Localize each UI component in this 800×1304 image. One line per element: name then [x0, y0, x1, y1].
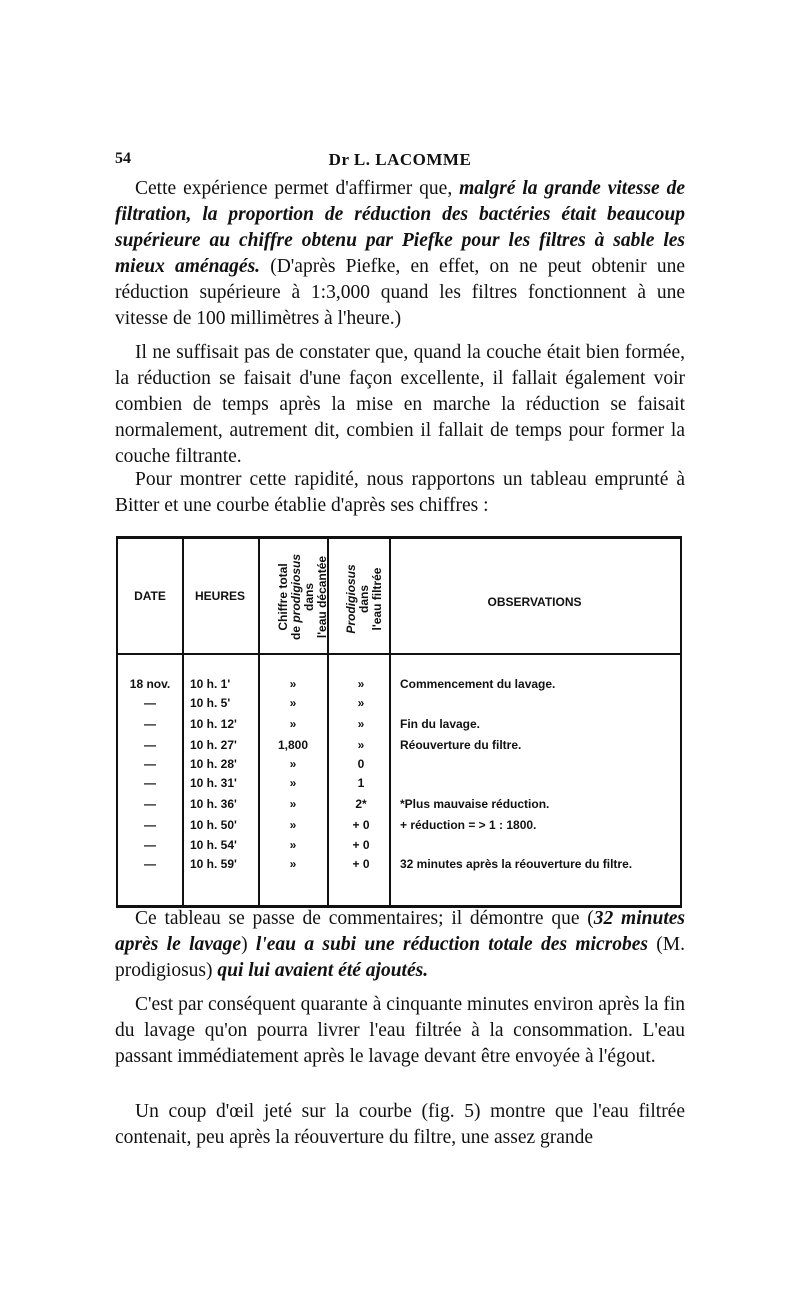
cell-total-decanted: » [289, 776, 297, 790]
p1-text-a: Cette expérience permet d'affirmer que, [135, 178, 460, 199]
paragraph-4 [115, 906, 685, 984]
header-date: DATE [134, 589, 166, 603]
p4-text-b: ) [241, 934, 256, 955]
header-filtered-line2: dans [357, 585, 371, 614]
paragraph-5 [115, 992, 685, 1070]
cell-hour: 10 h. 54' [190, 838, 237, 852]
p4-text-c: (M. prodigiosus) [115, 934, 685, 981]
cell-observation: Commencement du lavage. [400, 677, 556, 691]
cell-date: — [144, 857, 156, 871]
cell-filtered: » [357, 717, 365, 731]
cell-date: — [144, 838, 156, 852]
cell-filtered: + 0 [352, 838, 370, 852]
cell-hour: 10 h. 50' [190, 818, 237, 832]
paragraph-3 [115, 467, 685, 519]
p2-text: Il ne suffisait pas de constater que, quand la couche était bien formée, la réduction se faisait d'une façon excellente, il fallait également voir combien de temps après la mise en marche la réduction se faisait normalement, autrement dit, combien il fallait de temps pour former la couche filtrante. [115, 342, 685, 467]
header-total-decanted [276, 540, 329, 654]
header-total-line2b: prodigiosus [289, 554, 303, 623]
cell-total-decanted: » [289, 797, 297, 811]
cell-date: — [144, 797, 156, 811]
cell-filtered: » [357, 738, 365, 752]
header-total-line2a: de [289, 622, 303, 641]
cell-date: — [144, 717, 156, 731]
paragraph-1 [115, 176, 685, 332]
cell-observation: Fin du lavage. [400, 717, 481, 731]
header-total-line4: l'eau décantée [315, 555, 329, 639]
cell-filtered: 0 [357, 757, 365, 771]
p4-emphasis-1: 32 minutes après le lavage [115, 908, 685, 955]
cell-total-decanted: » [289, 717, 297, 731]
cell-hour: 10 h. 27' [190, 738, 237, 752]
cell-date: — [144, 696, 156, 710]
cell-date: 18 nov. [129, 677, 171, 691]
page-header [115, 150, 685, 174]
cell-filtered: 2* [355, 797, 367, 811]
p4-emphasis-2: l'eau a subi une réduction totale des microbes [255, 934, 648, 955]
cell-date: — [144, 738, 156, 752]
p1-text-b: (D'après Piefke, en effet, on ne peut obtenir une réduction supérieure à 1:3,000 quand les filtres fonctionnent à une vitesse de 100 millimètres à l'heure.) [115, 256, 685, 329]
cell-date: — [144, 776, 156, 790]
cell-observation: + réduction = > 1 : 1800. [400, 818, 537, 832]
p5-text: C'est par conséquent quarante à cinquante minutes environ après la fin du lavage qu'on pourra livrer l'eau filtrée à la consommation. L'eau passant immédiatement après le lavage devant être envoyée à l'égout. [115, 994, 685, 1067]
cell-date: — [144, 757, 156, 771]
cell-observation: Réouverture du filtre. [400, 738, 522, 752]
cell-filtered: » [357, 677, 365, 691]
cell-total-decanted: » [289, 677, 297, 691]
header-total-line3: dans [302, 583, 316, 612]
cell-hour: 10 h. 5' [190, 696, 231, 710]
cell-filtered: » [357, 696, 365, 710]
cell-total-decanted: » [289, 838, 297, 852]
bitter-table [116, 536, 682, 908]
cell-hour: 10 h. 31' [190, 776, 237, 790]
header-filtered [344, 547, 384, 651]
header-observations: OBSERVATIONS [487, 595, 582, 609]
cell-date: — [144, 818, 156, 832]
cell-hour: 10 h. 1' [190, 677, 231, 691]
paragraph-2 [115, 340, 685, 470]
cell-filtered: 1 [357, 776, 365, 790]
p3-text: Pour montrer cette rapidité, nous rapportons un tableau emprunté à Bitter et une courbe établie d'après ses chiffres : [115, 469, 685, 516]
cell-observation: 32 minutes après la réouverture du filtre. [400, 857, 633, 871]
p6-text: Un coup d'œil jeté sur la courbe (fig. 5) montre que l'eau filtrée contenait, peu après la réouverture du filtre, une assez grande [115, 1101, 685, 1148]
running-title: Dr L. LACOMME [328, 150, 472, 169]
cell-observation: *Plus mauvaise réduction. [400, 797, 550, 811]
cell-total-decanted: » [289, 696, 297, 710]
paragraph-6 [115, 1099, 685, 1151]
p4-text-a: Ce tableau se passe de commentaires; il démontre que ( [135, 908, 594, 929]
page-number: 54 [115, 150, 131, 167]
cell-hour: 10 h. 12' [190, 717, 237, 731]
cell-total-decanted: » [289, 857, 297, 871]
cell-hour: 10 h. 36' [190, 797, 237, 811]
cell-hour: 10 h. 28' [190, 757, 237, 771]
header-filtered-line1: Prodigiosus [344, 564, 358, 634]
header-filtered-line3: l'eau filtrée [370, 567, 384, 631]
table-header-rule [118, 653, 680, 655]
p1-emphasis: malgré la grande vitesse de filtration, la proportion de réduction des bactéries était beaucoup supérieure au chiffre obtenu par Piefke pour les filtres à sable les mieux aménagés. [115, 178, 686, 277]
header-total-line1: Chiffre total [276, 563, 290, 631]
p4-emphasis-3: qui lui avaient été ajoutés. [217, 960, 429, 981]
cell-hour: 10 h. 59' [190, 857, 237, 871]
cell-total-decanted: » [289, 757, 297, 771]
cell-filtered: + 0 [352, 857, 370, 871]
cell-total-decanted: » [289, 818, 297, 832]
header-hours: HEURES [194, 589, 245, 603]
cell-filtered: + 0 [352, 818, 370, 832]
cell-total-decanted: 1,800 [277, 738, 309, 752]
